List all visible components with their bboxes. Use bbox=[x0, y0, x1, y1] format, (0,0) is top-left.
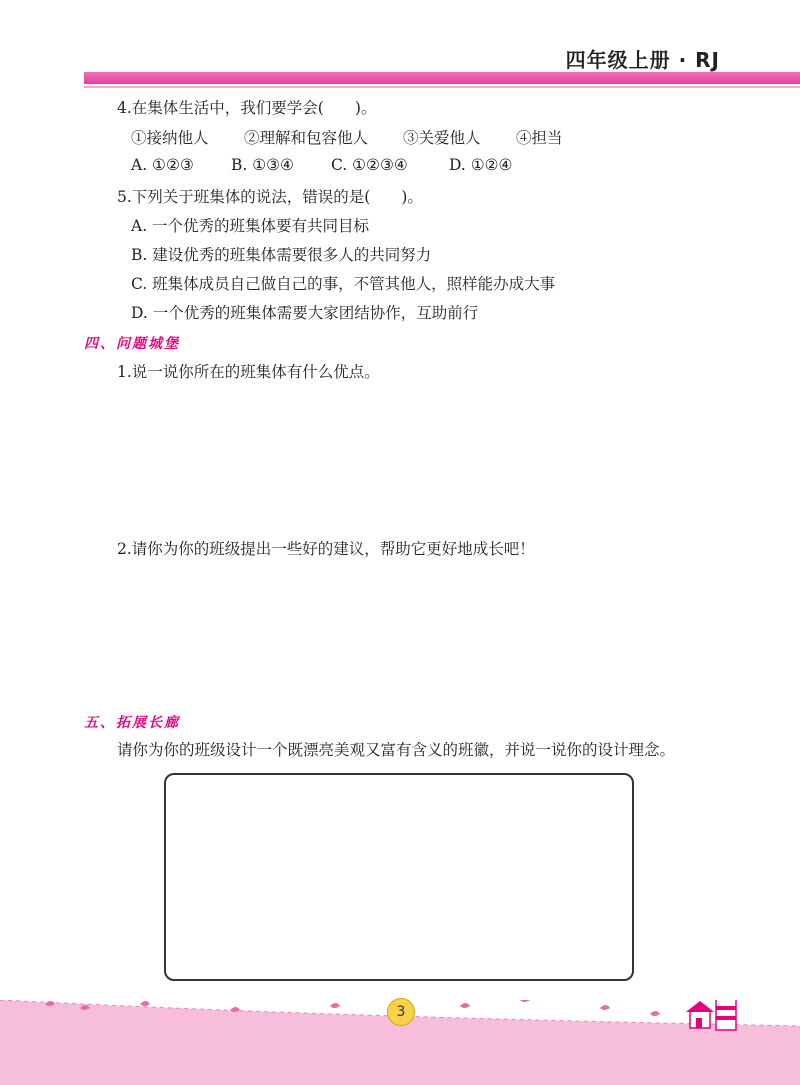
badge-design-box[interactable] bbox=[164, 773, 634, 981]
lighthouse-icon bbox=[712, 1000, 740, 1030]
section-5-title: 五、拓展长廊 bbox=[84, 715, 180, 731]
section-5-prompt: 请你为你的班级设计一个既漂亮美观又富有含义的班徽，并说一说你的设计理念。 bbox=[117, 741, 676, 759]
question-4: 4.在集体生活中，我们要学会( )。 bbox=[117, 99, 377, 117]
choice-a: A. ①②③ bbox=[131, 156, 194, 174]
page-number: 3 bbox=[387, 998, 415, 1026]
item-2: ②理解和包容他人 bbox=[244, 129, 369, 147]
item-4: ④担当 bbox=[516, 129, 563, 147]
section-4-question-2: 2.请你为你的班级提出一些好的建议，帮助它更好地成长吧！ bbox=[117, 540, 535, 558]
choice-a: A. 一个优秀的班集体要有共同目标 bbox=[131, 217, 370, 235]
header-bar-thin bbox=[84, 86, 800, 88]
house-icon bbox=[686, 1001, 714, 1028]
question-5: 5.下列关于班集体的说法，错误的是( )。 bbox=[117, 188, 423, 206]
item-3: ③关爱他人 bbox=[403, 129, 481, 147]
choice-c: C. ①②③④ bbox=[331, 156, 408, 174]
header-bar bbox=[84, 72, 800, 84]
choice-d: D. 一个优秀的班集体需要大家团结协作，互助前行 bbox=[131, 304, 479, 322]
section-4-title: 四、问题城堡 bbox=[84, 336, 180, 352]
choice-d: D. ①②④ bbox=[449, 156, 513, 174]
item-1: ①接纳他人 bbox=[131, 129, 209, 147]
choice-b: B. ①③④ bbox=[231, 156, 294, 174]
section-4-question-1: 1.说一说你所在的班集体有什么优点。 bbox=[117, 363, 380, 381]
grade-title: 四年级上册 · RJ bbox=[565, 48, 720, 72]
choice-b: B. 建设优秀的班集体需要很多人的共同努力 bbox=[131, 246, 432, 264]
choice-c: C. 班集体成员自己做自己的事，不管其他人，照样能办成大事 bbox=[131, 275, 556, 293]
